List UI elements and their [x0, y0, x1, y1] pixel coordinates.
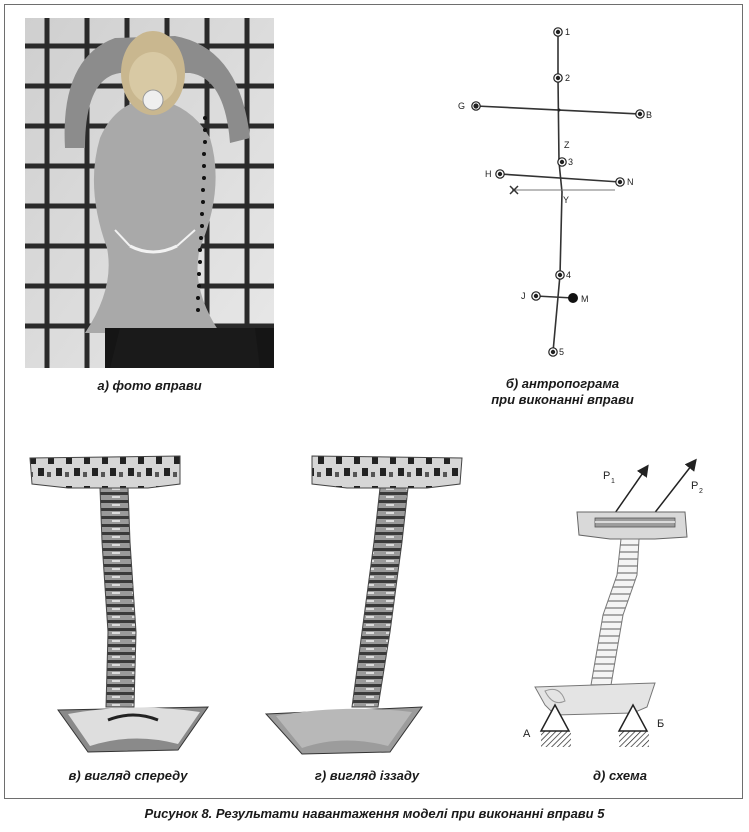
point-label-1: 1	[565, 27, 571, 37]
point-label-5: 5	[559, 347, 565, 357]
caption-panel-b-line1: б) антропограма	[505, 376, 620, 391]
force-label-p1: P	[603, 470, 611, 482]
caption-panel-b-line2: при виконанні вправи	[491, 392, 634, 407]
caption-panel-b	[455, 376, 670, 408]
caption-panel-d: д) схема	[592, 768, 648, 783]
force-label-p2-sub: 2	[699, 488, 703, 495]
caption-panel-a: а) фото вправи	[97, 378, 202, 393]
point-label-Y: Y	[563, 195, 570, 205]
force-label-p1-sub: 1	[611, 478, 615, 485]
point-label-M: M	[581, 294, 589, 304]
model-back-view	[262, 452, 472, 762]
point-label-2: 2	[565, 73, 571, 83]
caption-panel-g: г) вигляд іззаду	[314, 768, 420, 783]
model-front-view	[28, 452, 228, 762]
load-scheme	[515, 455, 715, 755]
point-label-B: B	[646, 110, 653, 120]
anthropogram	[450, 20, 665, 365]
point-label-4: 4	[566, 270, 572, 280]
force-label-p2: P	[691, 480, 699, 492]
point-label-3: 3	[568, 157, 574, 167]
point-label-G: G	[458, 101, 466, 111]
figure-caption: Рисунок 8. Результати навантаження моделі при виконанні вправи 5	[144, 806, 605, 821]
support-label-a: А	[523, 728, 531, 740]
point-label-Z: Z	[564, 140, 570, 150]
point-label-N: N	[627, 177, 634, 187]
support-label-b: Б	[657, 718, 665, 730]
point-label-J: J	[521, 291, 526, 301]
caption-panel-v: в) вигляд спереду	[68, 768, 188, 783]
point-label-H: H	[485, 169, 492, 179]
photo-exercise	[25, 18, 274, 368]
